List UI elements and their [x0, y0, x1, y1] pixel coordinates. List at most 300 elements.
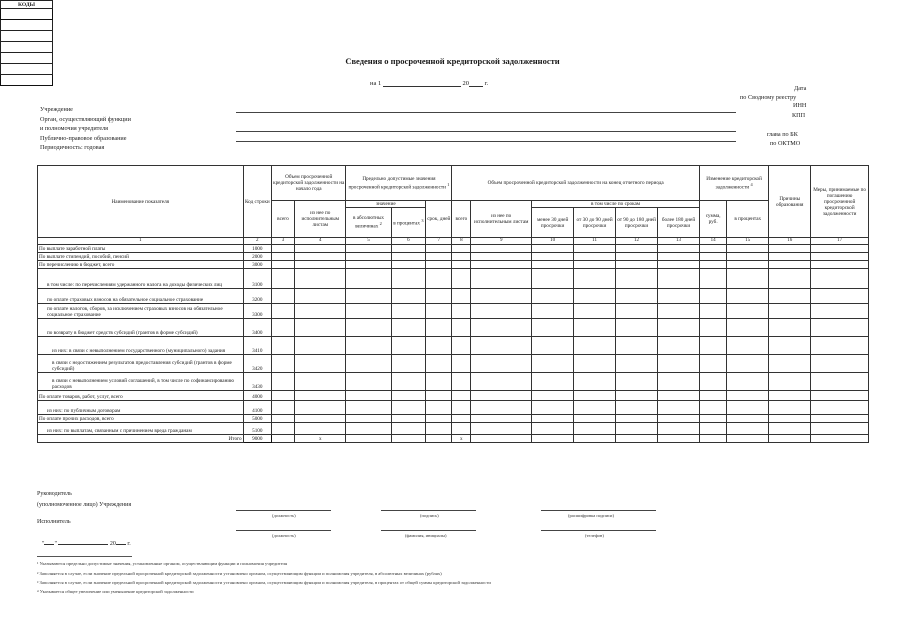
data-cell[interactable]: [426, 253, 452, 261]
data-cell[interactable]: [616, 415, 658, 423]
col-change-percent-header: в процентах: [727, 201, 769, 238]
data-cell[interactable]: [769, 373, 811, 391]
data-cell[interactable]: [471, 261, 532, 269]
data-cell[interactable]: [471, 391, 532, 401]
total-cell[interactable]: [426, 435, 452, 443]
column-number: 6: [391, 238, 426, 245]
data-cell[interactable]: [295, 391, 346, 401]
data-cell[interactable]: [658, 423, 700, 435]
data-cell[interactable]: [658, 269, 700, 289]
data-cell[interactable]: [574, 401, 616, 415]
col-begin-executive-header: из нее по исполнительным листам: [295, 201, 346, 238]
data-cell[interactable]: [658, 401, 700, 415]
limits-text: Предельно допустимые значения просроченной кредиторской задолженности: [348, 175, 446, 191]
data-cell[interactable]: [616, 373, 658, 391]
data-cell[interactable]: [271, 261, 294, 269]
data-cell[interactable]: [769, 289, 811, 304]
data-cell[interactable]: [532, 415, 574, 423]
data-cell[interactable]: [532, 245, 574, 253]
data-cell[interactable]: [452, 373, 471, 391]
data-cell[interactable]: [616, 304, 658, 319]
total-cell[interactable]: [271, 435, 294, 443]
data-cell[interactable]: [811, 289, 869, 304]
institution-label: Учреждение: [40, 106, 73, 113]
data-cell[interactable]: [574, 304, 616, 319]
data-cell[interactable]: [811, 319, 869, 337]
data-cell[interactable]: [471, 253, 532, 261]
data-cell[interactable]: [532, 355, 574, 373]
data-cell[interactable]: [811, 415, 869, 423]
data-cell[interactable]: [658, 391, 700, 401]
data-cell[interactable]: [271, 423, 294, 435]
kpp-code-cell[interactable]: [1, 42, 53, 53]
data-cell[interactable]: [811, 261, 869, 269]
data-cell[interactable]: [452, 304, 471, 319]
founder-body-field[interactable]: [236, 131, 736, 132]
data-cell[interactable]: [658, 337, 700, 355]
data-cell[interactable]: [700, 319, 727, 337]
data-cell[interactable]: [452, 269, 471, 289]
total-cell[interactable]: [727, 435, 769, 443]
data-cell[interactable]: [471, 319, 532, 337]
data-cell[interactable]: [769, 355, 811, 373]
data-cell[interactable]: [769, 304, 811, 319]
data-cell[interactable]: [271, 337, 294, 355]
data-cell[interactable]: [769, 319, 811, 337]
data-cell[interactable]: [452, 245, 471, 253]
data-cell[interactable]: [471, 415, 532, 423]
data-cell[interactable]: [811, 355, 869, 373]
data-cell[interactable]: [295, 373, 346, 391]
col-gt180-header: более 180 дней просрочки: [658, 208, 700, 238]
head-signature-field[interactable]: [381, 510, 476, 511]
column-number: 1: [38, 238, 244, 245]
data-cell[interactable]: [727, 337, 769, 355]
total-x-mark: x: [295, 435, 346, 443]
data-cell[interactable]: [658, 415, 700, 423]
oktmo-code-label: по ОКТМО: [770, 140, 801, 147]
data-cell[interactable]: [700, 401, 727, 415]
data-cell[interactable]: [471, 289, 532, 304]
codes-header: КОДЫ: [1, 1, 53, 9]
data-cell[interactable]: [295, 319, 346, 337]
data-cell[interactable]: [391, 391, 426, 401]
data-cell[interactable]: [769, 269, 811, 289]
data-cell[interactable]: [616, 337, 658, 355]
total-cell[interactable]: [574, 435, 616, 443]
row-code: 5000: [243, 415, 271, 423]
data-cell[interactable]: [346, 289, 391, 304]
total-cell[interactable]: [769, 435, 811, 443]
data-cell[interactable]: [769, 415, 811, 423]
data-cell[interactable]: [452, 253, 471, 261]
data-cell[interactable]: [700, 289, 727, 304]
data-cell[interactable]: [574, 415, 616, 423]
data-cell[interactable]: [295, 269, 346, 289]
report-date-line: [370, 79, 488, 87]
public-entity-field[interactable]: [236, 141, 736, 142]
date-field[interactable]: [383, 79, 461, 87]
data-cell[interactable]: [452, 319, 471, 337]
data-cell[interactable]: [391, 289, 426, 304]
data-cell[interactable]: [391, 423, 426, 435]
data-cell[interactable]: [346, 401, 391, 415]
data-cell[interactable]: [295, 401, 346, 415]
data-cell[interactable]: [346, 391, 391, 401]
data-cell[interactable]: [574, 319, 616, 337]
data-cell[interactable]: [727, 253, 769, 261]
data-cell[interactable]: [471, 401, 532, 415]
page-title: Сведения о просроченной кредиторской задолженности: [345, 56, 560, 66]
data-cell[interactable]: [271, 415, 294, 423]
executor-position-field[interactable]: [236, 530, 331, 531]
data-cell[interactable]: [295, 355, 346, 373]
data-cell[interactable]: [727, 391, 769, 401]
data-cell[interactable]: [452, 391, 471, 401]
column-number-row: [38, 238, 869, 245]
date-year-prefix-sign: 20: [109, 541, 116, 547]
data-cell[interactable]: [616, 289, 658, 304]
row-name: в связи с недостижением результатов предоставления субсидий (грантов в форме субсидий): [38, 355, 244, 373]
table-row: [38, 304, 869, 319]
data-cell[interactable]: [391, 253, 426, 261]
data-cell[interactable]: [769, 423, 811, 435]
data-cell[interactable]: [532, 289, 574, 304]
data-cell[interactable]: [346, 253, 391, 261]
data-cell[interactable]: [271, 373, 294, 391]
data-cell[interactable]: [471, 269, 532, 289]
total-cell[interactable]: [532, 435, 574, 443]
month-field[interactable]: [58, 544, 108, 545]
data-cell[interactable]: [727, 355, 769, 373]
data-cell[interactable]: [426, 415, 452, 423]
data-cell[interactable]: [616, 319, 658, 337]
data-cell[interactable]: [426, 355, 452, 373]
executor-phone-caption: (телефон): [585, 533, 604, 538]
data-cell[interactable]: [391, 304, 426, 319]
data-cell[interactable]: [658, 261, 700, 269]
data-cell[interactable]: [295, 253, 346, 261]
data-cell[interactable]: [616, 423, 658, 435]
data-cell[interactable]: [471, 355, 532, 373]
date-open-quote: ": [42, 541, 45, 547]
sign-date: [42, 541, 131, 547]
data-cell[interactable]: [574, 373, 616, 391]
data-cell[interactable]: [532, 261, 574, 269]
data-cell[interactable]: [811, 304, 869, 319]
data-cell[interactable]: [295, 261, 346, 269]
column-number: 12: [616, 238, 658, 245]
total-cell[interactable]: [346, 435, 391, 443]
executor-name-field[interactable]: [381, 530, 476, 531]
oktmo-code-cell[interactable]: [1, 75, 53, 86]
inn-code-cell[interactable]: [1, 31, 53, 42]
data-cell[interactable]: [346, 415, 391, 423]
col-code-header: Код строки: [243, 166, 271, 238]
svodny-code-cell[interactable]: [1, 20, 53, 31]
row-name: По оплате прочих расходов, всего: [38, 415, 244, 423]
data-cell[interactable]: [391, 261, 426, 269]
sign-year-field[interactable]: [116, 544, 126, 545]
data-cell[interactable]: [616, 261, 658, 269]
table-row: [38, 269, 869, 289]
data-cell[interactable]: [700, 423, 727, 435]
col-overdue-begin-header: Объем просроченной кредиторской задолженности на начало года: [271, 166, 345, 201]
data-cell[interactable]: [426, 269, 452, 289]
data-cell[interactable]: [700, 245, 727, 253]
head-position-field[interactable]: [236, 510, 331, 511]
data-cell[interactable]: [295, 245, 346, 253]
year-field[interactable]: [469, 79, 483, 87]
data-cell[interactable]: [574, 355, 616, 373]
executor-position-caption: (должность): [272, 533, 296, 538]
data-cell[interactable]: [426, 423, 452, 435]
data-cell[interactable]: [271, 304, 294, 319]
data-cell[interactable]: [658, 245, 700, 253]
col-30-90-header: от 30 до 90 дней просрочки: [574, 208, 616, 238]
data-cell[interactable]: [700, 337, 727, 355]
data-cell[interactable]: [727, 401, 769, 415]
data-cell[interactable]: [769, 337, 811, 355]
data-cell[interactable]: [391, 373, 426, 391]
data-cell[interactable]: [616, 245, 658, 253]
total-cell[interactable]: [391, 435, 426, 443]
data-cell[interactable]: [532, 391, 574, 401]
data-cell[interactable]: [391, 401, 426, 415]
data-cell[interactable]: [346, 245, 391, 253]
data-cell[interactable]: [391, 245, 426, 253]
total-label: Итого: [38, 435, 244, 443]
data-cell[interactable]: [471, 304, 532, 319]
data-cell[interactable]: [811, 245, 869, 253]
data-cell[interactable]: [532, 253, 574, 261]
col-overdue-end-header: Объем просроченной кредиторской задолженности на конец отчетного периода: [452, 166, 700, 201]
data-cell[interactable]: [452, 423, 471, 435]
row-name: из них: по выплатам, связанным с причинением вреда гражданам: [38, 423, 244, 435]
data-cell[interactable]: [346, 261, 391, 269]
data-cell[interactable]: [574, 391, 616, 401]
data-cell[interactable]: [271, 391, 294, 401]
data-cell[interactable]: [452, 261, 471, 269]
data-cell[interactable]: [426, 289, 452, 304]
data-cell[interactable]: [811, 401, 869, 415]
row-name: По выплате заработной платы: [38, 245, 244, 253]
data-cell[interactable]: [532, 319, 574, 337]
data-cell[interactable]: [727, 245, 769, 253]
data-cell[interactable]: [532, 337, 574, 355]
data-cell[interactable]: [574, 423, 616, 435]
total-cell[interactable]: [471, 435, 532, 443]
data-cell[interactable]: [700, 415, 727, 423]
executor-phone-field[interactable]: [541, 530, 656, 531]
data-cell[interactable]: [658, 253, 700, 261]
col-incl-terms-header: в том числе по срокам: [532, 201, 700, 208]
data-cell[interactable]: [346, 373, 391, 391]
data-cell[interactable]: [452, 415, 471, 423]
executor-label: Исполнитель: [37, 519, 71, 525]
absolute-text: в абсолютных величинах: [352, 215, 385, 230]
table-row: [38, 401, 869, 415]
data-cell[interactable]: [811, 423, 869, 435]
percent-text: в процентах: [393, 220, 421, 227]
data-cell[interactable]: [700, 391, 727, 401]
footnote-3: ³ Заполняется в случае, если значение предельной просроченной кредиторской задолженности установлено органом, осуществляющим функции и полномочия учредителя, в процентах от общей суммы кредиторской задолженности: [37, 580, 491, 585]
column-number: 10: [532, 238, 574, 245]
data-cell[interactable]: [295, 304, 346, 319]
data-cell[interactable]: [811, 337, 869, 355]
data-cell[interactable]: [471, 337, 532, 355]
data-cell[interactable]: [391, 415, 426, 423]
col-end-executive-header: из нее по исполнительным листам: [471, 201, 532, 238]
data-cell[interactable]: [271, 253, 294, 261]
data-cell[interactable]: [271, 355, 294, 373]
data-cell[interactable]: [426, 245, 452, 253]
data-cell[interactable]: [271, 289, 294, 304]
data-cell[interactable]: [532, 423, 574, 435]
table-row: [38, 253, 869, 261]
col-limits-header: [346, 166, 452, 201]
data-cell[interactable]: [700, 269, 727, 289]
data-cell[interactable]: [769, 391, 811, 401]
data-cell[interactable]: [346, 423, 391, 435]
data-cell[interactable]: [426, 391, 452, 401]
column-number: 16: [769, 238, 811, 245]
data-cell[interactable]: [811, 269, 869, 289]
data-cell[interactable]: [471, 373, 532, 391]
data-cell[interactable]: [616, 391, 658, 401]
data-cell[interactable]: [700, 253, 727, 261]
column-number: 3: [271, 238, 294, 245]
data-cell[interactable]: [616, 269, 658, 289]
column-number: 13: [658, 238, 700, 245]
data-cell[interactable]: [452, 337, 471, 355]
data-cell[interactable]: [471, 245, 532, 253]
data-cell[interactable]: [658, 319, 700, 337]
data-cell[interactable]: [426, 373, 452, 391]
day-field[interactable]: [44, 544, 54, 545]
data-cell[interactable]: [346, 355, 391, 373]
data-cell[interactable]: [769, 401, 811, 415]
data-cell[interactable]: [616, 401, 658, 415]
data-cell[interactable]: [700, 304, 727, 319]
data-cell[interactable]: [769, 245, 811, 253]
data-cell[interactable]: [727, 289, 769, 304]
data-cell[interactable]: [616, 253, 658, 261]
data-cell[interactable]: [532, 401, 574, 415]
data-cell[interactable]: [574, 269, 616, 289]
data-cell[interactable]: [271, 401, 294, 415]
data-cell[interactable]: [727, 319, 769, 337]
data-cell[interactable]: [769, 253, 811, 261]
data-cell[interactable]: [271, 269, 294, 289]
data-cell[interactable]: [346, 304, 391, 319]
data-cell[interactable]: [811, 253, 869, 261]
data-cell[interactable]: [295, 289, 346, 304]
data-cell[interactable]: [574, 289, 616, 304]
table-row: [38, 319, 869, 337]
data-cell[interactable]: [426, 401, 452, 415]
row-code: 3000: [243, 261, 271, 269]
total-code: 9000: [243, 435, 271, 443]
data-cell[interactable]: [391, 319, 426, 337]
date-prefix: на 1: [370, 80, 382, 87]
col-term-header: срок, дней: [426, 201, 452, 238]
data-cell[interactable]: [391, 355, 426, 373]
data-cell[interactable]: [658, 355, 700, 373]
data-cell[interactable]: [471, 423, 532, 435]
total-cell[interactable]: [658, 435, 700, 443]
data-cell[interactable]: [452, 289, 471, 304]
change-text: Изменение кредиторской задолженности: [706, 175, 762, 191]
data-cell[interactable]: [295, 415, 346, 423]
data-cell[interactable]: [727, 269, 769, 289]
table-row: [38, 289, 869, 304]
head-transcript-field[interactable]: [541, 510, 656, 511]
data-cell[interactable]: [426, 261, 452, 269]
data-cell[interactable]: [811, 373, 869, 391]
data-cell[interactable]: [574, 337, 616, 355]
data-cell[interactable]: [532, 304, 574, 319]
data-cell[interactable]: [574, 253, 616, 261]
data-cell[interactable]: [727, 261, 769, 269]
data-cell[interactable]: [271, 319, 294, 337]
data-cell[interactable]: [727, 373, 769, 391]
data-cell[interactable]: [532, 373, 574, 391]
data-cell[interactable]: [727, 304, 769, 319]
col-change-header: [700, 166, 769, 201]
data-cell[interactable]: [452, 401, 471, 415]
data-cell[interactable]: [346, 337, 391, 355]
data-cell[interactable]: [426, 304, 452, 319]
col-name-header: Наименование показателя: [38, 166, 244, 238]
data-cell[interactable]: [532, 269, 574, 289]
date-code-cell[interactable]: [1, 9, 53, 20]
data-cell[interactable]: [574, 245, 616, 253]
periodicity-label: Периодичность: годовая: [40, 144, 105, 151]
institution-field[interactable]: [236, 112, 736, 113]
data-cell[interactable]: [295, 423, 346, 435]
data-cell[interactable]: [700, 261, 727, 269]
data-cell[interactable]: [452, 355, 471, 373]
data-cell[interactable]: [658, 304, 700, 319]
data-cell[interactable]: [700, 355, 727, 373]
data-cell[interactable]: [426, 319, 452, 337]
data-cell[interactable]: [727, 415, 769, 423]
data-cell[interactable]: [727, 423, 769, 435]
data-cell[interactable]: [346, 319, 391, 337]
total-cell[interactable]: [616, 435, 658, 443]
kpp-code-label: КПП: [792, 112, 806, 119]
data-cell[interactable]: [616, 355, 658, 373]
data-cell[interactable]: [391, 269, 426, 289]
date-suffix: г.: [484, 80, 489, 87]
data-cell[interactable]: [769, 261, 811, 269]
total-cell[interactable]: [811, 435, 869, 443]
data-cell[interactable]: [811, 391, 869, 401]
data-cell[interactable]: [346, 269, 391, 289]
data-cell[interactable]: [391, 337, 426, 355]
total-cell[interactable]: [700, 435, 727, 443]
data-cell[interactable]: [658, 373, 700, 391]
data-cell[interactable]: [426, 337, 452, 355]
data-cell[interactable]: [574, 261, 616, 269]
data-cell[interactable]: [658, 289, 700, 304]
data-cell[interactable]: [271, 245, 294, 253]
executor-name-caption: (фамилия, инициалы): [405, 533, 447, 538]
col-reasons-header: Причины образования: [769, 166, 811, 238]
data-cell[interactable]: [295, 337, 346, 355]
data-cell[interactable]: [700, 373, 727, 391]
